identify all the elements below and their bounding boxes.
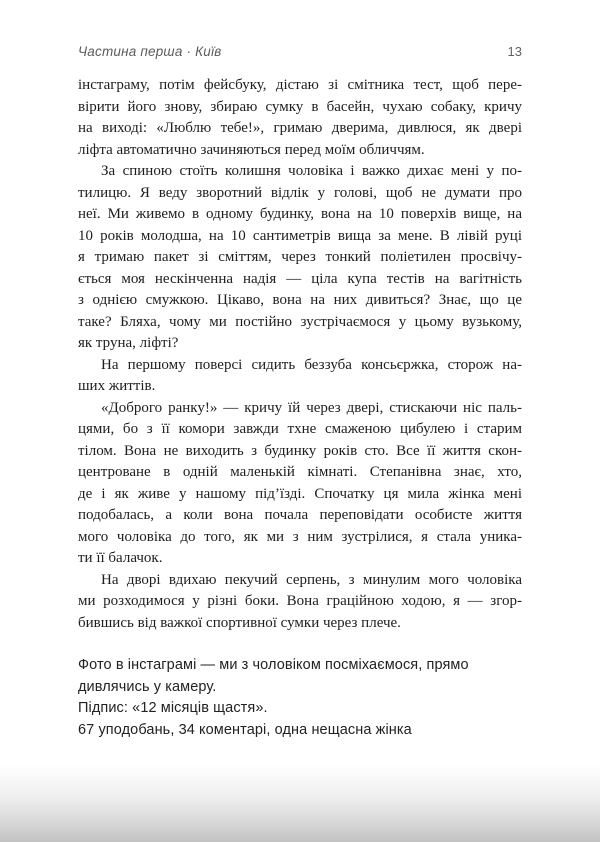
body-line: «Доброго ранку!» — кричу їй через двері, стискаючи ніс паль- — [101, 399, 522, 416]
body-line: інстаграму, потім фейсбуку, дістаю зі смітника тест, щоб пере- — [78, 77, 522, 93]
body-line: 10 років молодша, на 10 сантиметрів вища за мене. В лівій руці — [78, 227, 522, 244]
body-line: ших життів. — [78, 378, 156, 394]
body-line: тилицю. Я веду зворотний відлік у голові, щоб не думати про — [78, 184, 522, 201]
chapter-header: Частина перша · Київ — [78, 44, 222, 59]
body-line: неї. Ми живемо в одному будинку, вона на 10 поверхів вище, на — [78, 206, 522, 222]
social-caption-line: дивлячись у камеру. — [78, 678, 217, 695]
running-head — [78, 0, 522, 60]
body-line: подобалась, а коли вона почала переповідати особисте життя — [78, 507, 522, 523]
body-line: тілом. Вона не виходить з будинку років сто. Все її життя скон- — [78, 442, 522, 459]
page-number: 13 — [507, 44, 522, 59]
bottom-fade-gradient — [0, 764, 600, 842]
body-line: вірити його знову, збираю сумку в басейн, чухаю собаку, кричу — [78, 98, 522, 115]
body-line: ється моя нескінченна надія — ціла купа тестів на вагітність — [78, 270, 522, 287]
social-caption-block — [78, 655, 522, 741]
body-line: мого чоловіка до того, як ми з ним зустрілися, я стала уника- — [78, 528, 522, 545]
paragraph — [78, 75, 522, 161]
body-line: з однією смужкою. Цікаво, вона на них дивиться? Знає, що це — [78, 292, 522, 308]
body-line: На першому поверсі сидить беззуба консьєржка, сторож на- — [101, 356, 522, 373]
body-line: цями, бо з її комори завжди тхне смаженою цибулею і старим — [78, 421, 522, 437]
social-caption-line: Підпис: «12 місяців щастя». — [78, 700, 268, 716]
body-line: бившись від важкої спортивної сумки через плече. — [78, 614, 401, 631]
paragraph — [78, 355, 522, 398]
body-line: На дворі вдихаю пекучий серпень, з минулим мого чоловіка — [101, 571, 522, 588]
social-caption-line: Фото в інстаграмі — ми з чоловіком посміхаємося, прямо — [78, 657, 469, 673]
body-line: центроване в одній маленькій кімнаті. Степанівна знає, хто, — [78, 464, 522, 480]
body-line: ми розходимося у різні боки. Вона граційною ходою, я — згор- — [78, 593, 522, 609]
paragraph — [78, 161, 522, 355]
body-line: ти її балачок. — [78, 550, 163, 566]
paragraph — [78, 398, 522, 570]
body-line: де і як живе у нашому під’їзді. Спочатку ця мила жінка мені — [78, 485, 522, 502]
body-line: на виході: «Люблю тебе!», гримаю дверима, дивлюся, як двері — [78, 120, 522, 136]
social-caption-line: 67 уподобань, 34 коментарі, одна нещасна жінка — [78, 721, 412, 738]
body-line: ліфта автоматично зачиняються перед моїм обличчям. — [78, 141, 425, 158]
body-line: таке? Бляха, чому ми постійно зустрічаємося у цьому вузькому, — [78, 313, 522, 330]
body-line: як труна, ліфті? — [78, 335, 179, 351]
body-text — [78, 75, 522, 634]
body-line: За спиною стоїть колишня чоловіка і важко дихає мені у по- — [101, 163, 522, 179]
body-line: я тримаю пакет зі сміттям, через тонкий поліетилен просвічу- — [78, 249, 522, 265]
paragraph — [78, 570, 522, 635]
